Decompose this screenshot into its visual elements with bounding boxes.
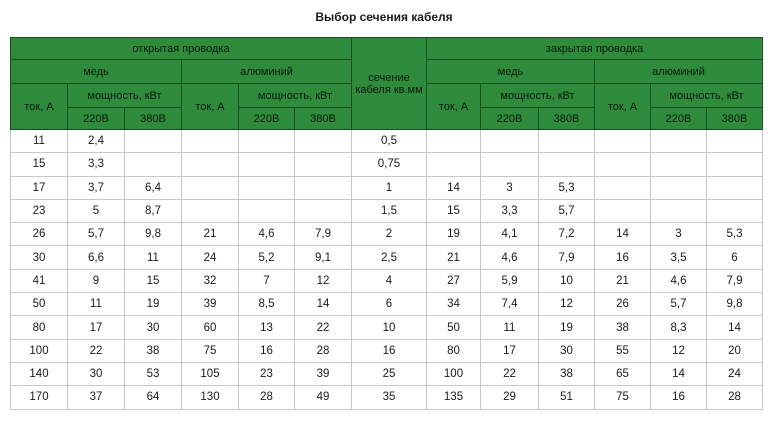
page-title: Выбор сечения кабеля [315, 10, 453, 24]
table-row [11, 199, 763, 222]
table-cell [539, 153, 595, 176]
table-cell: 15 [11, 153, 68, 176]
table-cell: 30 [125, 316, 182, 339]
table-body [11, 130, 763, 410]
table-cell: 140 [11, 362, 68, 385]
table-cell: 5,3 [707, 223, 763, 246]
table-cell: 5,7 [539, 199, 595, 222]
table-cell: 75 [595, 386, 651, 409]
table-row [11, 362, 763, 385]
table-cell: 35 [352, 386, 427, 409]
table-cell: 11 [11, 130, 68, 153]
table-cell: 39 [182, 293, 239, 316]
table-cell: 9 [68, 269, 125, 292]
table-cell: 11 [68, 293, 125, 316]
table-cell: 22 [295, 316, 352, 339]
table-cell: 23 [11, 199, 68, 222]
table-cell: 12 [539, 293, 595, 316]
table-cell: 53 [125, 362, 182, 385]
table-cell: 170 [11, 386, 68, 409]
table-cell: 11 [481, 316, 539, 339]
table-cell: 39 [295, 362, 352, 385]
table-cell: 50 [11, 293, 68, 316]
table-cell: 7 [239, 269, 295, 292]
table-cell: 130 [182, 386, 239, 409]
table-cell: 38 [539, 362, 595, 385]
table-cell [539, 130, 595, 153]
table-cell: 2 [352, 223, 427, 246]
table-row [11, 386, 763, 409]
table-cell: 27 [427, 269, 481, 292]
table-cell: 9,8 [707, 293, 763, 316]
header-closed-aluminum: алюминий [595, 60, 763, 84]
table-cell: 14 [595, 223, 651, 246]
table-cell [595, 153, 651, 176]
header-row-wiring [11, 38, 763, 60]
header-closed-copper-380: 380В [539, 108, 595, 130]
table-cell: 12 [651, 339, 707, 362]
table-cell [707, 176, 763, 199]
table-cell [295, 176, 352, 199]
table-cell [427, 153, 481, 176]
header-open-copper: медь [11, 60, 182, 84]
table-cell [295, 153, 352, 176]
table-cell: 8,3 [651, 316, 707, 339]
table-cell: 16 [352, 339, 427, 362]
table-cell: 19 [125, 293, 182, 316]
table-cell: 7,9 [539, 246, 595, 269]
table-cell: 30 [11, 246, 68, 269]
table-cell: 5 [68, 199, 125, 222]
table-cell [239, 199, 295, 222]
table-cell: 5,7 [651, 293, 707, 316]
header-open-copper-220: 220В [68, 108, 125, 130]
table-cell [295, 199, 352, 222]
table-cell: 14 [295, 293, 352, 316]
table-cell: 135 [427, 386, 481, 409]
table-cell: 6 [707, 246, 763, 269]
table-cell: 3,3 [68, 153, 125, 176]
table-cell: 30 [539, 339, 595, 362]
header-open-aluminum: алюминий [182, 60, 352, 84]
table-cell: 2,4 [68, 130, 125, 153]
header-open-copper-380: 380В [125, 108, 182, 130]
table-cell: 8,5 [239, 293, 295, 316]
table-cell: 16 [239, 339, 295, 362]
header-open-copper-power: мощность, кВт [68, 84, 182, 108]
header-open-aluminum-220: 220В [239, 108, 295, 130]
table-cell [651, 199, 707, 222]
table-cell: 28 [707, 386, 763, 409]
header-open-aluminum-power: мощность, кВт [239, 84, 352, 108]
table-cell: 22 [481, 362, 539, 385]
table-cell: 37 [68, 386, 125, 409]
header-closed-copper: медь [427, 60, 595, 84]
table-cell [182, 199, 239, 222]
table-row [11, 293, 763, 316]
header-open-aluminum-current: ток, А [182, 84, 239, 130]
table-cell: 7,4 [481, 293, 539, 316]
table-cell: 7,9 [295, 223, 352, 246]
table-cell: 23 [239, 362, 295, 385]
table-cell [239, 130, 295, 153]
table-cell [481, 153, 539, 176]
table-cell [125, 153, 182, 176]
table-row [11, 339, 763, 362]
table-cell: 38 [125, 339, 182, 362]
table-cell: 21 [427, 246, 481, 269]
table-cell: 3 [481, 176, 539, 199]
table-cell: 75 [182, 339, 239, 362]
table-row [11, 130, 763, 153]
table-cell: 14 [707, 316, 763, 339]
table-cell: 15 [427, 199, 481, 222]
header-open-copper-current: ток, А [11, 84, 68, 130]
table-cell: 14 [427, 176, 481, 199]
table-cell: 3,5 [651, 246, 707, 269]
table-cell: 17 [481, 339, 539, 362]
table-cell [182, 176, 239, 199]
table-cell: 0,75 [352, 153, 427, 176]
table-cell: 21 [595, 269, 651, 292]
table-cell [707, 153, 763, 176]
header-closed-copper-220: 220В [481, 108, 539, 130]
table-cell [651, 153, 707, 176]
header-closed-copper-current: ток, А [427, 84, 481, 130]
table-cell: 10 [352, 316, 427, 339]
table-cell: 13 [239, 316, 295, 339]
table-cell: 34 [427, 293, 481, 316]
table-cell: 14 [651, 362, 707, 385]
table-cell: 5,2 [239, 246, 295, 269]
table-cell: 16 [651, 386, 707, 409]
table-cell: 7,9 [707, 269, 763, 292]
table-cell [427, 130, 481, 153]
table-cell: 25 [352, 362, 427, 385]
table-cell: 26 [11, 223, 68, 246]
table-cell [651, 130, 707, 153]
table-cell: 0,5 [352, 130, 427, 153]
table-cell [481, 130, 539, 153]
table-cell: 6,4 [125, 176, 182, 199]
header-closed-aluminum-power: мощность, кВт [651, 84, 763, 108]
table-cell: 28 [239, 386, 295, 409]
table-cell: 7,2 [539, 223, 595, 246]
table-row [11, 269, 763, 292]
table-cell: 28 [295, 339, 352, 362]
table-row [11, 246, 763, 269]
table-cell: 21 [182, 223, 239, 246]
table-row [11, 316, 763, 339]
table-cell: 65 [595, 362, 651, 385]
table-cell: 17 [68, 316, 125, 339]
table-cell: 4 [352, 269, 427, 292]
table-cell: 20 [707, 339, 763, 362]
table-cell [182, 153, 239, 176]
table-cell: 3,3 [481, 199, 539, 222]
table-cell: 11 [125, 246, 182, 269]
table-cell: 1 [352, 176, 427, 199]
table-cell: 55 [595, 339, 651, 362]
table-cell [595, 176, 651, 199]
table-cell: 16 [595, 246, 651, 269]
table-cell: 17 [11, 176, 68, 199]
header-open-wiring: открытая проводка [11, 38, 352, 60]
table-cell: 80 [11, 316, 68, 339]
table-cell: 5,9 [481, 269, 539, 292]
table-cell: 6 [352, 293, 427, 316]
table-cell [239, 176, 295, 199]
table-cell: 80 [427, 339, 481, 362]
table-cell: 49 [295, 386, 352, 409]
table-cell: 22 [68, 339, 125, 362]
table-cell: 5,3 [539, 176, 595, 199]
header-closed-aluminum-current: ток, А [595, 84, 651, 130]
table-cell: 19 [427, 223, 481, 246]
table-cell [295, 130, 352, 153]
table-cell: 64 [125, 386, 182, 409]
table-cell: 24 [707, 362, 763, 385]
table-cell: 41 [11, 269, 68, 292]
table-row [11, 153, 763, 176]
table-cell [707, 199, 763, 222]
table-cell: 8,7 [125, 199, 182, 222]
table-row [11, 176, 763, 199]
table-cell: 4,6 [481, 246, 539, 269]
table-cell: 100 [427, 362, 481, 385]
table-cell [182, 130, 239, 153]
table-cell [239, 153, 295, 176]
table-cell: 29 [481, 386, 539, 409]
table-cell: 9,8 [125, 223, 182, 246]
table-cell: 4,6 [239, 223, 295, 246]
table-cell: 15 [125, 269, 182, 292]
table-cell: 32 [182, 269, 239, 292]
table-cell [651, 176, 707, 199]
table-cell: 10 [539, 269, 595, 292]
table-cell: 1,5 [352, 199, 427, 222]
table-row [11, 223, 763, 246]
header-closed-aluminum-380: 380В [707, 108, 763, 130]
table-cell: 4,6 [651, 269, 707, 292]
table-cell: 100 [11, 339, 68, 362]
table-cell: 9,1 [295, 246, 352, 269]
table-cell [125, 130, 182, 153]
table-cell: 3,7 [68, 176, 125, 199]
table-cell [595, 130, 651, 153]
header-closed-copper-power: мощность, кВт [481, 84, 595, 108]
table-cell: 19 [539, 316, 595, 339]
table-cell: 50 [427, 316, 481, 339]
table-cell: 6,6 [68, 246, 125, 269]
table-cell: 105 [182, 362, 239, 385]
table-cell [707, 130, 763, 153]
table-cell: 51 [539, 386, 595, 409]
table-cell: 30 [68, 362, 125, 385]
header-cross-section: сечение кабеля кв.мм [352, 38, 427, 130]
header-open-aluminum-380: 380В [295, 108, 352, 130]
table-cell: 2,5 [352, 246, 427, 269]
table-cell: 5,7 [68, 223, 125, 246]
table-cell: 60 [182, 316, 239, 339]
table-cell: 26 [595, 293, 651, 316]
table-cell: 3 [651, 223, 707, 246]
header-closed-aluminum-220: 220В [651, 108, 707, 130]
table-cell: 12 [295, 269, 352, 292]
cable-section-table [10, 37, 763, 410]
table-cell: 38 [595, 316, 651, 339]
table-cell: 24 [182, 246, 239, 269]
table-cell [595, 199, 651, 222]
table-cell: 4,1 [481, 223, 539, 246]
header-closed-wiring: закрытая проводка [427, 38, 763, 60]
